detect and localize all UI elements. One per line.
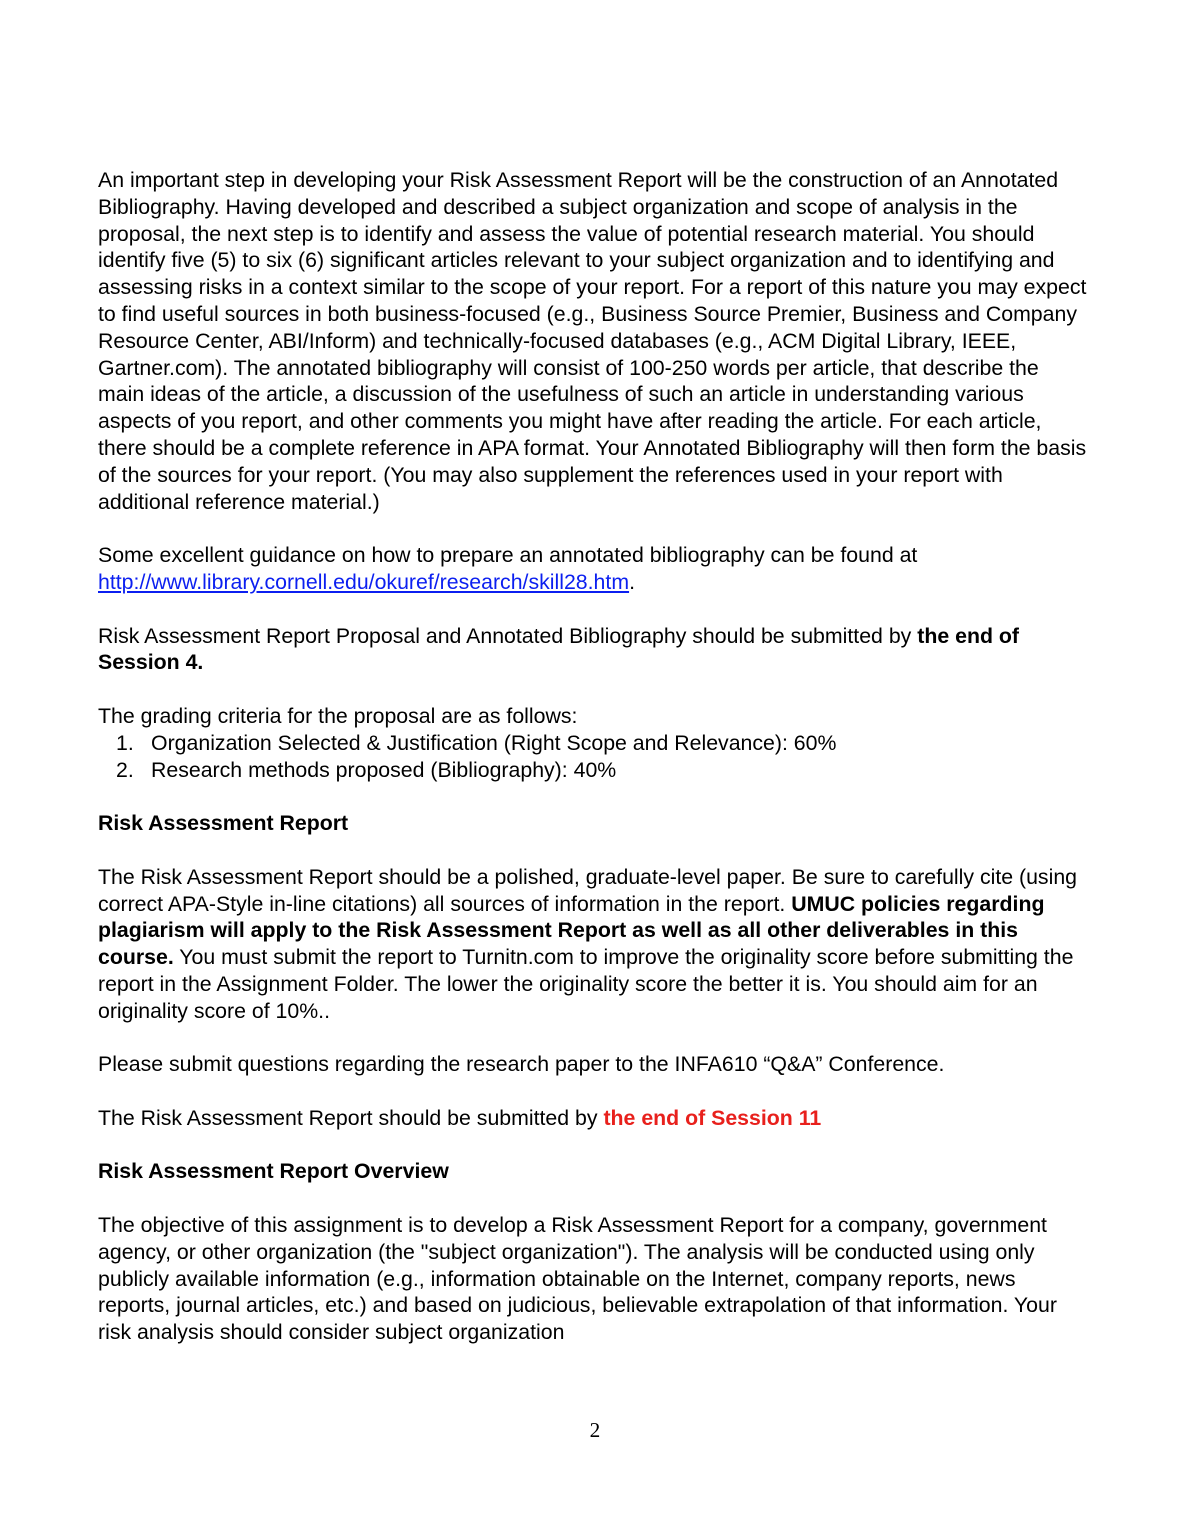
report-heading: Risk Assessment Report [98,811,349,836]
report-text-b: You must submit the report to Turnitn.com to improve the originality score before submitting the report in the Assignment Folder. The lower the originality score the better it is. You should aim for an originality score of 10%.. [98,945,1074,1023]
proposal-deadline-text: Risk Assessment Report Proposal and Annotated Bibliography should be submitted by [98,623,918,648]
grading-lead: The grading criteria for the proposal are as follows: [98,703,578,728]
intro-paragraph: An important step in developing your Risk Assessment Report will be the construction of an Annotated Bibliography. Having developed and described a subject organization and scope of analysis in the proposal, the next step is to identify and assess the value of potential research material. You should identify five (5) to six (6) significant articles relevant to your subject organization and to identifying and assessing risks in a context similar to the scope of your report. For a report of this nature you may expect to find useful sources in both business-focused (e.g., Business Source Premier, Business and Company Resource Center, ABI/Inform) and technically-focused databases (e.g., ACM Digital Library, IEEE, Gartner.com). The annotated bibliography will consist of 100-250 words per article, that describe the main ideas of the article, a discussion of the usefulness of such an article in understanding various aspects of you report, and other comments you might have after reading the article. For each article, there should be a complete reference in APA format. Your Annotated Bibliography will then form the basis of the sources for your report. (You may also supplement the references used in your report with additional reference material.) [98,168,1087,514]
report-paragraph [98,864,1090,1025]
page-number: 2 [589,1418,601,1442]
cornell-guidance-link[interactable]: http://www.library.cornell.edu/okuref/research/skill28.htm [98,569,630,594]
guidance-text: Some excellent guidance on how to prepare an annotated bibliography can be found at [98,543,918,568]
criteria-text: Organization Selected & Justification (Right Scope and Relevance): 60% [151,730,837,755]
plagiarism-policy-text: UMUC policies regarding plagiarism will apply to the Risk Assessment Report as well as all other deliverables in this course. [98,891,1045,970]
questions-paragraph: Please submit questions regarding the research paper to the INFA610 “Q&A” Conference. [98,1052,945,1077]
guidance-period: . [629,569,635,594]
grading-criteria-list [98,730,1090,784]
grading-criteria-item [98,730,1090,757]
report-deadline-paragraph [98,1105,1090,1132]
report-deadline-date: the end of Session 11 [603,1105,822,1130]
proposal-deadline-paragraph [98,623,1090,677]
criteria-number: 2. [116,757,134,782]
criteria-text: Research methods proposed (Bibliography): 40% [151,757,617,782]
criteria-number: 1. [116,730,134,755]
report-text-a: The Risk Assessment Report should be a polished, graduate-level paper. Be sure to carefully cite (using correct APA-Style in-line citations) all sources of information in the report. [98,864,1078,916]
grading-criteria-item [98,757,1090,784]
guidance-paragraph [98,542,1090,596]
overview-heading: Risk Assessment Report Overview [98,1159,449,1184]
document-body [98,167,1090,1346]
overview-paragraph: The objective of this assignment is to develop a Risk Assessment Report for a company, government agency, or other organization (the "subject organization"). The analysis will be conducted using only publicly available information (e.g., information obtainable on the Internet, company reports, news reports, journal articles, etc.) and based on judicious, believable extrapolation of that information. Your risk analysis should consider subject organization [98,1213,1057,1345]
proposal-deadline-date: the end of Session 4. [98,623,1019,675]
report-deadline-text: The Risk Assessment Report should be submitted by [98,1105,604,1130]
